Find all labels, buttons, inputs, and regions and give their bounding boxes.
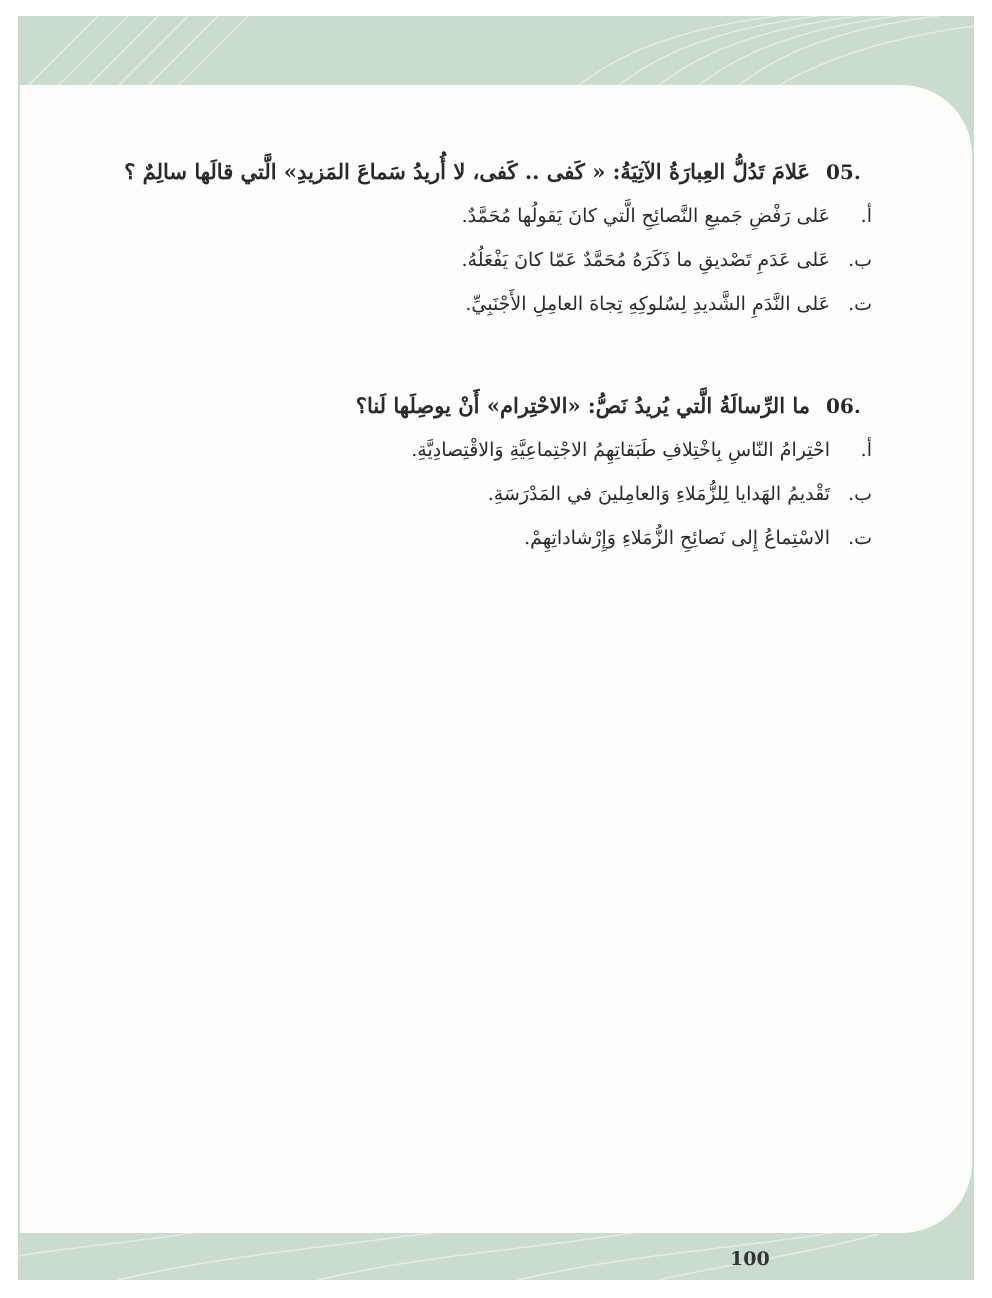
question-number: 06. <box>826 394 861 418</box>
options-list <box>112 194 872 326</box>
option-alif <box>112 428 872 472</box>
option-letter: ت. <box>848 527 872 549</box>
page-number: 100 <box>730 1248 770 1270</box>
option-ta <box>112 282 872 326</box>
option-letter: أ. <box>860 439 872 461</box>
option-text: عَلى عَدَمِ تَصْديقِ ما ذَكَرَهُ مُحَمَّدٌ عَمّا كانَ يَفْعَلُهُ. <box>461 249 830 271</box>
option-ba <box>112 472 872 516</box>
question-05 <box>112 150 872 326</box>
option-letter: ت. <box>848 293 872 315</box>
worksheet-content <box>112 150 872 618</box>
question-number: 05. <box>826 160 861 184</box>
option-text: تَقْديمُ الهَدايا لِلزُّمَلاءِ وَالعامِلينَ في المَدْرَسَةِ. <box>487 483 830 505</box>
option-letter: ب. <box>848 483 872 505</box>
question-06 <box>112 384 872 560</box>
question-text: ما الرِّسالَةُ الَّتي يُريدُ نَصُّ: «الاحْتِرام» أَنْ يوصِلَها لَنا؟ <box>355 393 810 418</box>
option-alif <box>112 194 872 238</box>
question-text: عَلامَ تَدُلُّ العِبارَةُ الآتِيَةُ: « كَفى .. كَفى، لا أُريدُ سَماعَ المَزيدِ» الَّتي قالَها سالِمٌ ؟ <box>124 159 810 184</box>
option-ta <box>112 516 872 560</box>
option-ba <box>112 238 872 282</box>
option-letter: ب. <box>848 249 872 271</box>
option-text: احْتِرامُ النّاسِ بِاخْتِلافِ طَبَقاتِهِمُ الاجْتِماعِيَّةِ وَالاقْتِصادِيَّةِ. <box>411 439 830 461</box>
option-text: الاسْتِماعُ إِلى نَصائِحِ الزُّمَلاءِ وَإِرْشاداتِهِمْ. <box>524 527 830 549</box>
question-line <box>112 150 872 194</box>
option-text: عَلى رَفْضِ جَميعِ النَّصائِحِ الَّتي كانَ يَقولُها مُحَمَّدٌ. <box>461 205 830 227</box>
question-line <box>112 384 872 428</box>
option-letter: أ. <box>860 205 872 227</box>
option-text: عَلى النَّدَمِ الشَّديدِ لِسُلوكِهِ تِجاهَ العامِلِ الأَجْنَبِيِّ. <box>465 293 830 315</box>
options-list <box>112 428 872 560</box>
